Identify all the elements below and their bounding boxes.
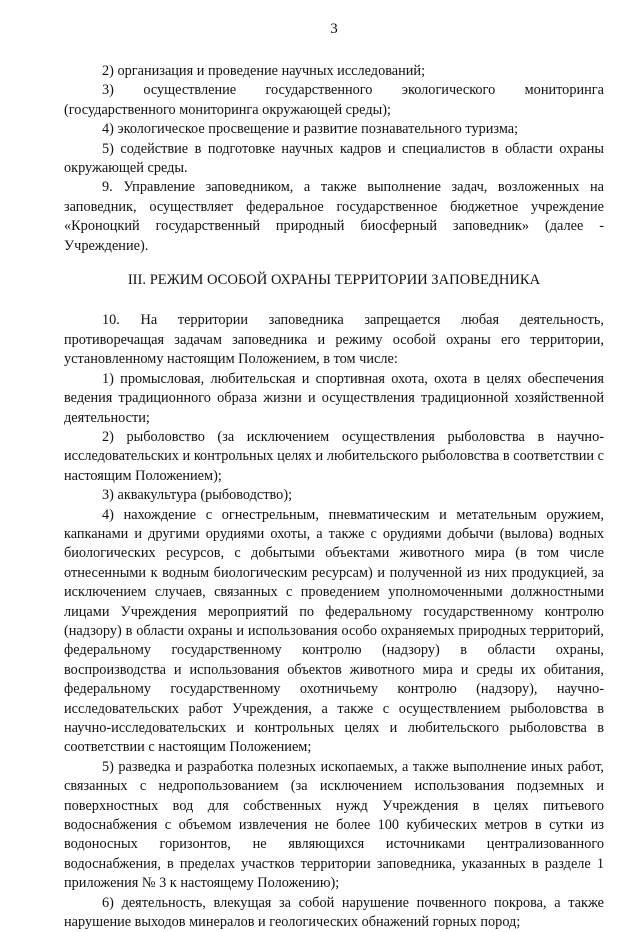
- paragraph-10-prohibitions: 10. На территории заповедника запрещается любая деятельность, противоречащая задачам заповедника и режиму особой охраны его территории, установленному настоящим Положением, в том числе:: [64, 312, 604, 368]
- document-body: [64, 62, 604, 932]
- prohibition-4-weapons: 4) нахождение с огнестрельным, пневматическим и метательным оружием, капканами и другими орудиями охоты, а также с орудиями добычи (вылова) водных биологических ресурсов, с добытыми объектами животного мира (в том числе отнесенными к водным биологическим ресурсам) и полученной из них продукцией, за исключением случаев, связанных с проведением уполномоченными должностными лицами Учреждения мероприятий по федеральному государственному контролю (надзору) в области охраны и использования особо охраняемых природных территорий, федеральному государственному контролю (надзору) в области охраны, воспроизводства и использования объектов животного мира и среды их обитания, федеральному государственному охотничьему контролю (надзору), научно-исследовательских работ Учреждения, а также с осуществлением рыболовства в научно-исследовательских и контрольных целях и любительского рыболовства в соответствии с настоящим Положением;: [64, 506, 604, 756]
- paragraph-4-education: 4) экологическое просвещение и развитие познавательного туризма;: [102, 121, 519, 138]
- paragraph-3-monitoring: 3) осуществление государственного экологического мониторинга (государственного мониторинга окружающей среды);: [64, 82, 604, 118]
- prohibition-2-fishing: 2) рыболовство (за исключением осуществления рыболовства в научно-исследовательских и контрольных целях и любительского рыболовства в соответствии с настоящим Положением);: [64, 428, 604, 484]
- prohibition-6-soil: 6) деятельность, влекущая за собой нарушение почвенного покрова, а также нарушение выходов минералов и геологических обнажений горных пород;: [64, 894, 604, 931]
- page-number: 3: [330, 21, 338, 37]
- section-heading: III. РЕЖИМ ОСОБОЙ ОХРАНЫ ТЕРРИТОРИИ ЗАПОВЕДНИКА: [127, 272, 541, 289]
- prohibition-5-mining: 5) разведка и разработка полезных ископаемых, а также выполнение иных работ, связанных с недропользованием (за исключением использования подземных и поверхностных вод для собственных нужд Учреждения в целях питьевого водоснабжения с объемом извлечения не более 100 кубических метров в сутки из водоносных горизонтов, не являющихся источниками централизованного водоснабжения, в пределах участков территории заповедника, указанных в разделе 1 приложения № 3 к настоящему Положению);: [64, 758, 604, 892]
- paragraph-2-research: 2) организация и проведение научных исследований;: [102, 63, 426, 79]
- prohibition-1-hunting: 1) промысловая, любительская и спортивная охота, охота в целях обеспечения ведения традиционного образа жизни и осуществления традиционной хозяйственной деятельности;: [64, 370, 604, 426]
- paragraph-5-training: 5) содействие в подготовке научных кадров и специалистов в области охраны окружающей среды.: [64, 140, 604, 177]
- paragraph-9-management: 9. Управление заповедником, а также выполнение задач, возложенных на заповедник, осуществляет федеральное государственное бюджетное учреждение «Кроноцкий государственный природный биосферный заповедник» (далее - Учреждение).: [64, 179, 604, 254]
- prohibition-3-aquaculture: 3) аквакультура (рыбоводство);: [102, 487, 293, 504]
